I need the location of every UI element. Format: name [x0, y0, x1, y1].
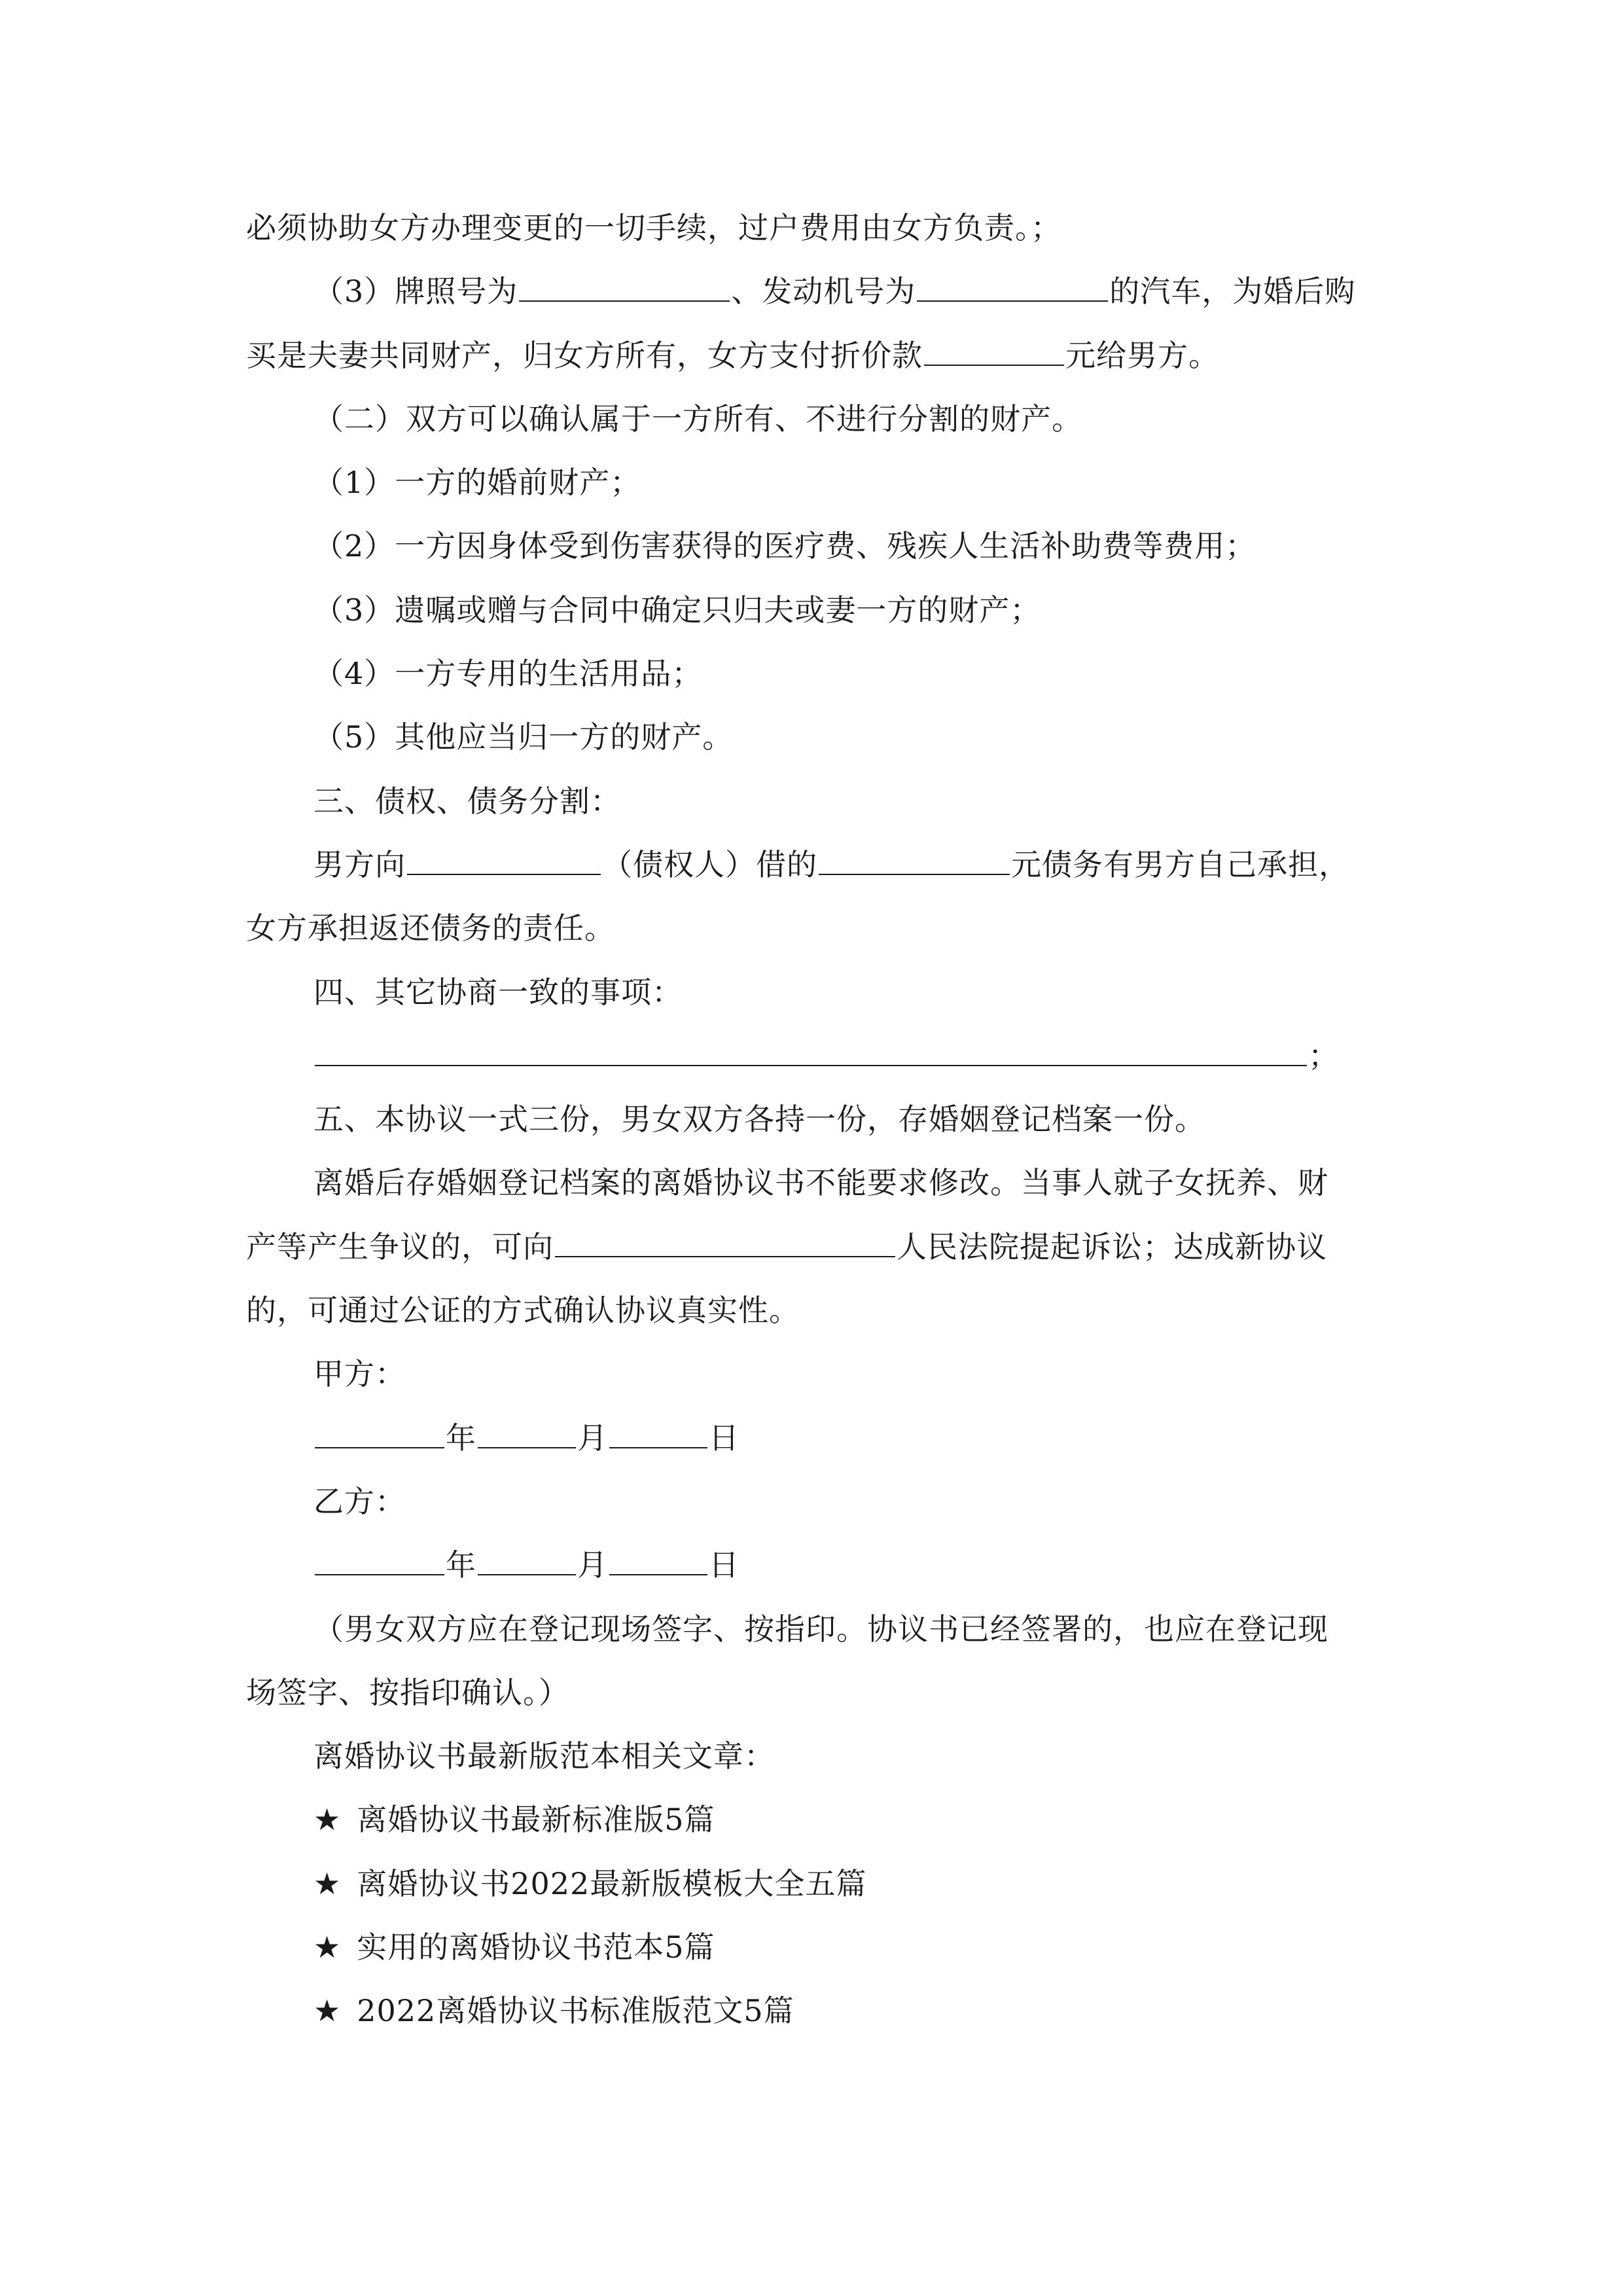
year-blank[interactable] [315, 1539, 444, 1575]
text-segment: 年 [446, 1420, 476, 1456]
month-blank[interactable] [478, 1412, 576, 1448]
court-blank[interactable] [555, 1221, 895, 1257]
month-blank[interactable] [478, 1539, 576, 1575]
text-segment: 的汽车，为婚后购 [1109, 274, 1356, 310]
party-b-date [246, 1534, 1398, 1597]
party-a-label: 甲方： [313, 1356, 406, 1392]
party-b-label: 乙方： [313, 1483, 406, 1519]
paragraph-line: 场签字、按指印确认。） [246, 1674, 569, 1710]
star-icon: ★ [313, 1929, 342, 1965]
paragraph-line: （男女双方应在登记现场签字、按指印。协议书已经签署的，也应在登记现 [313, 1611, 1329, 1647]
price-blank[interactable] [924, 329, 1064, 366]
debt-amount-blank[interactable] [819, 838, 1010, 875]
text-segment: 年 [446, 1547, 476, 1583]
related-heading: 离婚协议书最新版范本相关文章： [313, 1738, 775, 1774]
related-link-text[interactable]: 实用的离婚协议书范本5篇 [357, 1929, 715, 1965]
other-matters-blank[interactable] [315, 1030, 1307, 1066]
related-link[interactable] [246, 1979, 1398, 2043]
text-segment: 元债务有男方自己承担， [1011, 846, 1349, 882]
text-segment: 男方向 [313, 846, 406, 882]
related-link[interactable] [246, 1916, 1398, 1979]
list-item: （1）一方的婚前财产； [313, 465, 641, 501]
text-segment: （3）牌照号为 [313, 274, 518, 310]
document-page [246, 196, 1398, 2043]
list-item: （2）一方因身体受到伤害获得的医疗费、残疾人生活补助费等费用； [313, 528, 1257, 564]
paragraph-line: 必须协助女方办理变更的一切手续，过户费用由女方负责。； [246, 210, 1061, 245]
year-blank[interactable] [315, 1412, 444, 1448]
section-heading: 四、其它协商一致的事项： [313, 974, 683, 1010]
related-link[interactable] [246, 1788, 1398, 1852]
text-segment: 月 [577, 1420, 608, 1456]
paragraph-line: 的，可通过公证的方式确认协议真实性。 [246, 1293, 800, 1329]
related-link[interactable] [246, 1852, 1398, 1916]
star-icon: ★ [313, 1865, 342, 1901]
paragraph-line [246, 260, 1398, 323]
engine-number-blank[interactable] [917, 265, 1108, 302]
related-link-text[interactable]: 离婚协议书2022最新版模板大全五篇 [357, 1865, 867, 1901]
related-link-text[interactable]: 2022离婚协议书标准版范文5篇 [357, 1993, 794, 2029]
star-icon: ★ [313, 1993, 342, 2029]
list-item: （5）其他应当归一方的财产。 [313, 719, 734, 755]
text-segment: 月 [577, 1547, 608, 1583]
day-blank[interactable] [609, 1539, 707, 1575]
text-segment: 日 [709, 1547, 740, 1583]
section-heading: 三、债权、债务分割： [313, 783, 621, 819]
day-blank[interactable] [609, 1412, 707, 1448]
paragraph-line: 离婚后存婚姻登记档案的离婚协议书不能要求修改。当事人就子女抚养、财 [313, 1165, 1329, 1201]
text-segment: 人民法院提起诉讼；达成新协议 [897, 1229, 1327, 1265]
text-segment: 元给男方。 [1065, 337, 1219, 373]
text-segment: 产等产生争议的，可向 [246, 1229, 554, 1265]
list-item: （3）遗嘱或赠与合同中确定只归夫或妻一方的财产； [313, 592, 1041, 628]
paragraph-line [246, 324, 1398, 387]
text-segment: ； [1308, 1037, 1339, 1073]
text-segment: 买是夫妻共同财产，归女方所有，女方支付折价款 [246, 337, 923, 373]
related-link-text[interactable]: 离婚协议书最新标准版5篇 [357, 1802, 715, 1838]
list-item: （4）一方专用的生活用品； [313, 656, 703, 692]
license-plate-blank[interactable] [519, 265, 730, 302]
text-segment: 日 [709, 1420, 740, 1456]
section-heading: 五、本协议一式三份，男女双方各持一份，存婚姻登记档案一份。 [313, 1102, 1205, 1138]
paragraph-line: 女方承担返还债务的责任。 [246, 910, 615, 946]
text-segment: 、发动机号为 [731, 274, 916, 310]
text-segment: （债权人）借的 [602, 846, 817, 882]
creditor-blank[interactable] [407, 838, 601, 875]
paragraph-line [246, 1024, 1398, 1088]
party-a-date [246, 1407, 1398, 1470]
paragraph-line [246, 833, 1398, 897]
paragraph-line [246, 1215, 1398, 1279]
section-heading: （二）双方可以确认属于一方所有、不进行分割的财产。 [313, 401, 1082, 437]
star-icon: ★ [313, 1802, 342, 1838]
